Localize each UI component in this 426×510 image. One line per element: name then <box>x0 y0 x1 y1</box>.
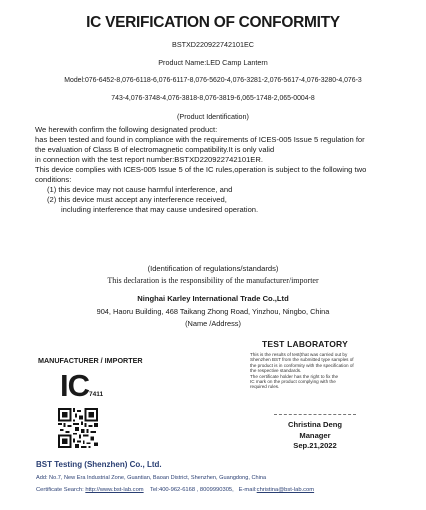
qr-code-icon <box>58 408 98 448</box>
email-link[interactable]: christina@bst-lab.com <box>256 487 315 493</box>
issuer-telephone: Tel:400-962-6168 , 8009990305, <box>149 487 234 493</box>
name-address-label: (Name /Address) <box>185 319 241 328</box>
condition-2-continued: including interference that may cause undesired operation. <box>61 205 259 214</box>
lab-text-line: Shenzhen BST from the submitted type samples of <box>250 357 354 363</box>
certificate-search-link[interactable]: http://www.bst-lab.com <box>85 487 144 493</box>
lab-text-line: required rules. <box>250 384 280 390</box>
statement-line: We herewith confirm the following designated product: <box>35 125 218 134</box>
compliance-statement <box>35 125 420 215</box>
manufacturer-importer-title: MANUFACTURER / IMPORTER <box>38 356 143 365</box>
signature-line <box>274 414 356 415</box>
model-list-line1: Model:076-6452-8,076-6118-6,076-6117-8,076-5620-4,076-3281-2,076-5617-4,076-3280-4,076-3 <box>64 77 362 84</box>
manufacturer-name: Ninghai Karley International Trade Co.,Ltd <box>137 294 289 303</box>
ic-logo-number: 7411 <box>89 391 104 398</box>
signatory-name: Christina Deng <box>287 420 342 429</box>
certificate-title: IC VERIFICATION OF CONFORMITY <box>86 14 340 31</box>
manufacturer-address: 904, Haoru Building, 468 Taikang Zhong Road, Yinzhou, Ningbo, China <box>96 307 330 316</box>
statement-line: the evaluation of Class B of electromagnetic compatibility.It is only valid <box>35 145 275 154</box>
statement-line: in connection with the test report number:BSTXD220922742101ER. <box>35 155 263 164</box>
product-identification-label: (Product Identification) <box>177 112 249 121</box>
lab-text-line: This is the results of test(that was carried out by <box>250 352 348 357</box>
issuer-address: Add: No.7, New Era Industrial Zone, Guantian, Baoan District, Shenzhen, Guangdong, China <box>36 475 267 481</box>
lab-text-line: the product is in conformity with the specification of <box>250 362 354 368</box>
test-laboratory-title: TEST LABORATORY <box>262 339 348 349</box>
issuer-company: BST Testing (Shenzhen) Co., Ltd. <box>36 460 162 469</box>
lab-text-line: The certificate holder has the right to fix the <box>250 373 339 379</box>
lab-text-line: the respective standards. <box>250 368 302 374</box>
responsibility-statement: This declaration is the responsibility of the manufacturer/importer <box>107 276 319 285</box>
issuer-contact <box>36 487 314 493</box>
laboratory-statement <box>250 352 388 390</box>
signatory-block <box>262 420 368 452</box>
ic-logo <box>60 370 103 401</box>
statement-line: This device complies with ICES-005 Issue 5 of the IC rules,operation is subject to the following two <box>35 165 367 174</box>
statement-line: has been tested and found in compliance with the requirements of ICES-005 Issue 5 regulation for <box>35 135 365 144</box>
signature-date: Sep.21,2022 <box>293 441 337 450</box>
lab-text-line: IC mark on the product complying with the <box>250 379 336 385</box>
ic-logo-text: IC <box>60 368 89 403</box>
condition-2: (2) this device must accept any interference received, <box>47 195 227 204</box>
regulation-identification: (Identification of regulations/standards) <box>147 264 279 273</box>
condition-1: (1) this device may not cause harmful interference, and <box>47 185 233 194</box>
email-label: E-mail: <box>238 487 257 493</box>
statement-line: conditions: <box>35 175 72 184</box>
signatory-role: Manager <box>299 430 331 440</box>
certificate-search-label: Certificate Search: <box>36 487 84 493</box>
product-name: Product Name:LED Camp Lantern <box>158 58 268 67</box>
model-list-line2: 743-4,076-3748-4,076-3818-8,076-3819-6,065-1748-2,065-0004-8 <box>111 95 315 102</box>
certificate-number: BSTXD220922742101EC <box>172 40 254 49</box>
